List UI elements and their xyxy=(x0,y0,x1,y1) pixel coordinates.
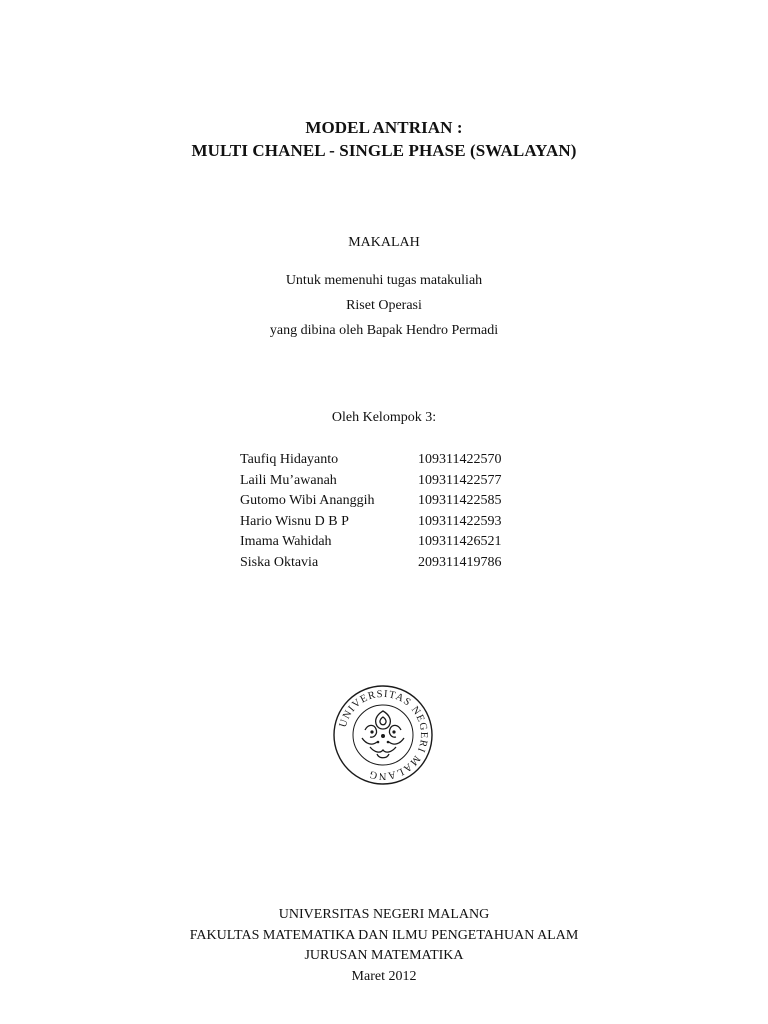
university-seal-logo xyxy=(332,684,434,786)
member-name: Hario Wisnu D B P xyxy=(240,513,349,529)
member-nim: 109311422570 xyxy=(418,452,502,467)
member-row xyxy=(240,491,501,512)
purpose-line-2: Riset Operasi xyxy=(346,298,422,313)
footer-block xyxy=(0,905,768,987)
member-nim: 109311422577 xyxy=(418,472,502,488)
document-title xyxy=(0,116,768,162)
member-name: Laili Mu’awanah xyxy=(240,472,337,488)
member-row xyxy=(240,450,501,471)
member-name: Gutomo Wibi Ananggih xyxy=(240,493,375,508)
title-line-2: MULTI CHANEL - SINGLE PHASE (SWALAYAN) xyxy=(191,141,577,160)
member-name: Siska Oktavia xyxy=(240,554,319,570)
member-name: Imama Wahidah xyxy=(240,534,332,549)
member-name: Taufiq Hidayanto xyxy=(240,452,339,467)
footer-department: JURUSAN MATEMATIKA xyxy=(304,948,464,963)
purpose-line-1: Untuk memenuhi tugas matakuliah xyxy=(285,273,483,288)
member-nim: 109311426521 xyxy=(418,534,502,549)
member-row xyxy=(240,553,501,574)
document-type: MAKALAH xyxy=(348,235,420,250)
member-list xyxy=(240,450,501,573)
member-row xyxy=(240,512,501,533)
member-nim: 109311422593 xyxy=(418,513,502,529)
title-line-1: MODEL ANTRIAN : xyxy=(305,118,463,137)
member-nim: 109311422585 xyxy=(418,493,502,508)
footer-university: UNIVERSITAS NEGERI MALANG xyxy=(278,907,490,922)
seal-text: UNIVERSITAS NEGERI MALANG xyxy=(337,688,430,782)
purpose-block xyxy=(0,268,768,343)
footer-date: Maret 2012 xyxy=(351,968,417,984)
purpose-line-3: yang dibina oleh Bapak Hendro Permadi xyxy=(269,323,499,338)
member-row xyxy=(240,532,501,553)
footer-faculty: FAKULTAS MATEMATIKA DAN ILMU PENGETAHUAN ALAM xyxy=(189,927,579,943)
group-heading: Oleh Kelompok 3: xyxy=(331,410,437,425)
member-row xyxy=(240,471,501,492)
member-nim: 209311419786 xyxy=(418,554,502,570)
